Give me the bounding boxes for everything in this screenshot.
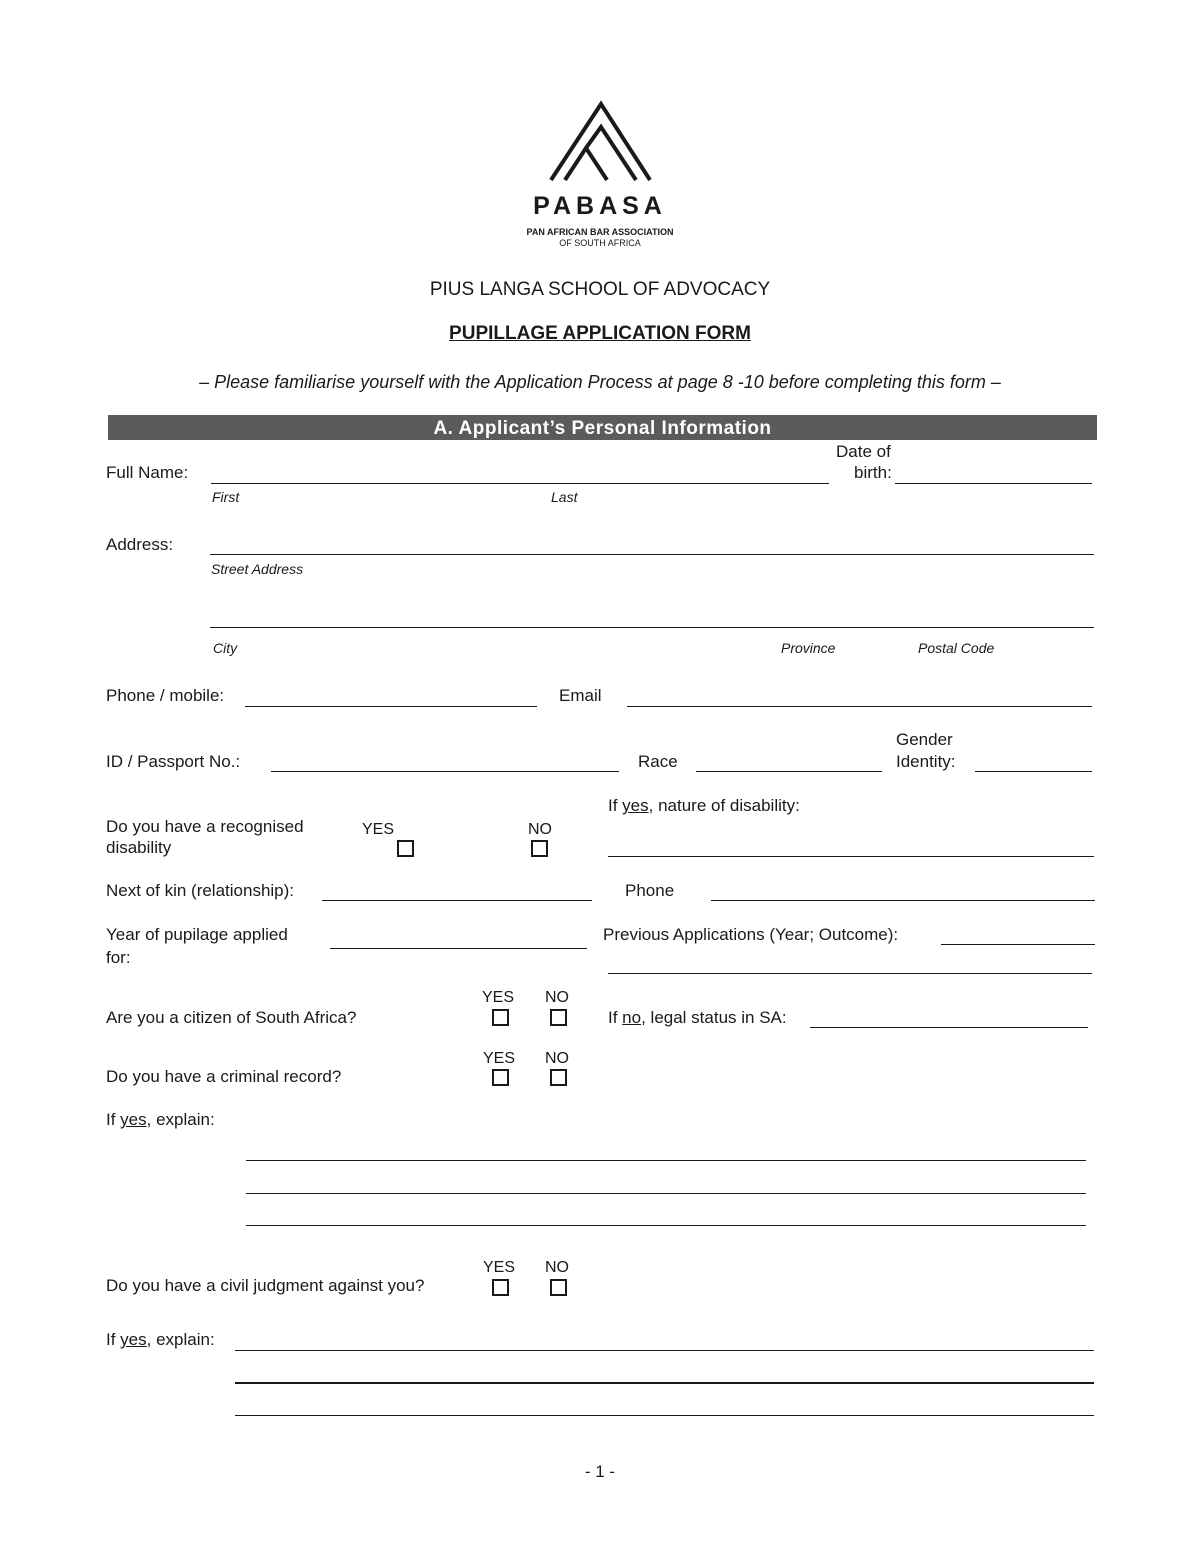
civil-explain-line-1[interactable] xyxy=(235,1350,1094,1351)
disability-label-line2: disability xyxy=(106,838,172,857)
disability-nature-label: If yes, nature of disability: xyxy=(608,796,800,815)
citizen-yes-checkbox[interactable] xyxy=(492,1009,509,1026)
criminal-explain-line-2[interactable] xyxy=(246,1193,1086,1194)
citizen-no-label: NO xyxy=(545,989,569,1006)
civil-yes-checkbox[interactable] xyxy=(492,1279,509,1296)
criminal-explain-line-1[interactable] xyxy=(246,1160,1086,1161)
gender-identity-field[interactable] xyxy=(975,771,1092,772)
criminal-no-checkbox[interactable] xyxy=(550,1069,567,1086)
civil-explain-line-2[interactable] xyxy=(235,1382,1094,1384)
criminal-no-label: NO xyxy=(545,1050,569,1067)
city-caption: City xyxy=(213,640,238,656)
civil-no-checkbox[interactable] xyxy=(550,1279,567,1296)
full-name-label: Full Name: xyxy=(106,463,189,482)
last-name-caption: Last xyxy=(551,489,578,505)
previous-applications-label: Previous Applications (Year; Outcome): xyxy=(603,925,899,944)
disability-no-checkbox[interactable] xyxy=(531,840,548,857)
logo-subtitle-2: OF SOUTH AFRICA xyxy=(559,238,641,248)
instruction-text: – Please familiarise yourself with the Application Process at page 8 -10 before completing this form – xyxy=(199,372,1001,392)
criminal-record-label: Do you have a criminal record? xyxy=(106,1067,342,1086)
legal-status-label: If no, legal status in SA: xyxy=(608,1008,787,1027)
criminal-yes-label: YES xyxy=(483,1050,516,1067)
school-name: PIUS LANGA SCHOOL OF ADVOCACY xyxy=(429,279,771,300)
email-label: Email xyxy=(559,686,602,705)
disability-yes-label: YES xyxy=(362,821,395,838)
first-name-caption: First xyxy=(212,489,240,505)
street-address-caption: Street Address xyxy=(211,561,304,577)
year-applied-field[interactable] xyxy=(330,948,587,949)
race-field[interactable] xyxy=(696,771,882,772)
civil-judgment-label: Do you have a civil judgment against you? xyxy=(106,1276,425,1295)
logo-subtitle-1: PAN AFRICAN BAR ASSOCIATION xyxy=(526,227,674,237)
dob-field[interactable] xyxy=(895,483,1092,484)
gender-label-line2: Identity: xyxy=(896,752,956,771)
phone-mobile-label: Phone / mobile: xyxy=(106,686,225,705)
city-province-postal-field[interactable] xyxy=(210,627,1094,628)
civil-explain-line-3[interactable] xyxy=(235,1415,1094,1416)
street-address-field[interactable] xyxy=(210,554,1094,555)
address-label: Address: xyxy=(106,535,174,554)
phone-mobile-field[interactable] xyxy=(245,706,537,707)
id-passport-field[interactable] xyxy=(271,771,619,772)
criminal-yes-checkbox[interactable] xyxy=(492,1069,509,1086)
section-title: A. Applicant’s Personal Information xyxy=(433,418,772,439)
civil-explain-label: If yes, explain: xyxy=(106,1330,215,1349)
disability-no-label: NO xyxy=(528,821,552,838)
kin-phone-field[interactable] xyxy=(711,900,1095,901)
civil-no-label: NO xyxy=(545,1259,569,1276)
previous-applications-field-1[interactable] xyxy=(941,944,1095,945)
logo-wordmark: PABASA xyxy=(533,192,667,220)
previous-applications-field-2[interactable] xyxy=(608,973,1092,974)
next-of-kin-field[interactable] xyxy=(322,900,592,901)
dob-label-line1: Date of xyxy=(836,442,891,461)
criminal-explain-label: If yes, explain: xyxy=(106,1110,215,1129)
dob-label-line2: birth: xyxy=(854,463,892,482)
disability-yes-checkbox[interactable] xyxy=(397,840,414,857)
form-title: PUPILLAGE APPLICATION FORM xyxy=(449,323,751,344)
year-applied-label-line1: Year of pupilage applied xyxy=(106,925,288,944)
disability-nature-field[interactable] xyxy=(608,856,1094,857)
citizen-label: Are you a citizen of South Africa? xyxy=(106,1008,357,1027)
disability-label-line1: Do you have a recognised xyxy=(106,817,304,836)
criminal-explain-line-3[interactable] xyxy=(246,1225,1086,1226)
kin-phone-label: Phone xyxy=(625,881,675,900)
citizen-yes-label: YES xyxy=(482,989,515,1006)
civil-yes-label: YES xyxy=(483,1259,516,1276)
gender-label-line1: Gender xyxy=(896,730,953,749)
race-label: Race xyxy=(638,752,678,771)
province-caption: Province xyxy=(781,640,836,656)
year-applied-label-line2: for: xyxy=(106,948,131,967)
section-header-bar xyxy=(108,415,1097,440)
page-number: - 1 - xyxy=(584,1462,616,1481)
full-name-field[interactable] xyxy=(211,483,829,484)
id-passport-label: ID / Passport No.: xyxy=(106,752,241,771)
citizen-no-checkbox[interactable] xyxy=(550,1009,567,1026)
postal-code-caption: Postal Code xyxy=(918,640,995,656)
legal-status-field[interactable] xyxy=(810,1027,1088,1028)
email-field[interactable] xyxy=(627,706,1092,707)
pabasa-logo-mark xyxy=(548,100,652,182)
next-of-kin-label: Next of kin (relationship): xyxy=(106,881,295,900)
